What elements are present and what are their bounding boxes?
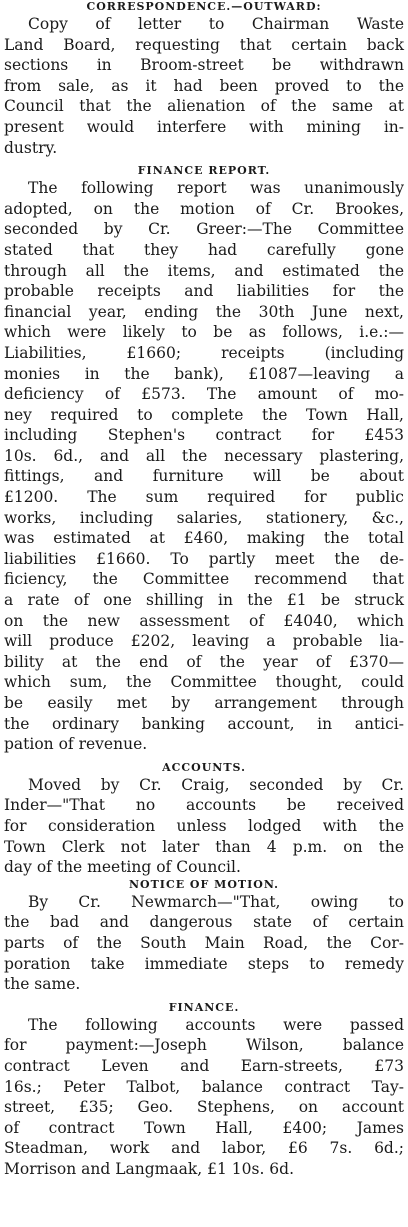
text-line: through all the items, and estimated the	[4, 261, 404, 280]
text-line: present would interfere with mining in-	[4, 117, 404, 136]
text-line: including Stephen's contract for £453	[4, 426, 404, 445]
text-line: on the new assessment of £4040, which	[4, 611, 404, 630]
text-line: parts of the South Main Road, the Cor-	[4, 933, 404, 952]
text-line: bility at the end of the year of £370—	[4, 652, 404, 671]
text-line: the bad and dangerous state of certain	[4, 913, 404, 932]
text-line: will produce £202, leaving a probable lia-	[4, 632, 404, 651]
text-line: Steadman, work and labor, £6 7s. 6d.;	[4, 1139, 404, 1158]
text-line: monies in the bank), £1087—leaving a	[4, 364, 404, 383]
section-heading: NOTICE OF MOTION.	[128, 877, 279, 891]
text-line: £1200. The sum required for public	[4, 488, 404, 507]
section-finance-report	[4, 164, 404, 755]
text-line: Moved by Cr. Craig, seconded by Cr.	[28, 775, 404, 794]
section-heading: FINANCE.	[168, 1000, 240, 1014]
text-line: The following report was unanimously	[28, 179, 404, 198]
section-accounts	[4, 761, 404, 878]
section-heading: FINANCE REPORT.	[137, 164, 271, 178]
text-line: Council that the alienation of the same at	[4, 97, 404, 116]
text-line: Inder—"That no accounts be received	[4, 796, 404, 815]
section-correspondence	[4, 0, 404, 158]
text-line: be easily met by arrangement through	[4, 694, 404, 712]
text-line: liabilities £1660. To partly meet the de-	[4, 549, 404, 568]
text-line: 10s. 6d., and all the necessary plastering,	[4, 446, 404, 465]
text-line: a rate of one shilling in the £1 be struck	[4, 591, 404, 610]
text-line: financial year, ending the 30th June next,	[4, 302, 404, 321]
text-line: for consideration unless lodged with the	[4, 816, 404, 835]
text-line: Morrison and Langmaak, £1 10s. 6d.	[4, 1159, 295, 1178]
text-line: 16s.; Peter Talbot, balance contract Tay-	[4, 1077, 404, 1096]
text-line: deficiency of £573. The amount of mo-	[4, 385, 404, 404]
section-finance	[4, 1001, 404, 1180]
text-line: probable receipts and liabilities for the	[4, 282, 404, 301]
section-heading: ACCOUNTS.	[162, 760, 246, 774]
text-line: seconded by Cr. Greer:—The Committee	[4, 220, 404, 239]
text-line: adopted, on the motion of Cr. Brookes,	[4, 199, 404, 218]
text-line: of contract Town Hall, £400; James	[4, 1118, 404, 1137]
text-line: day of the meeting of Council.	[4, 858, 241, 877]
text-line: ficiency, the Committee recommend that	[4, 570, 404, 589]
text-line: works, including salaries, stationery, &c.,	[4, 508, 404, 527]
text-line: dustry.	[4, 138, 58, 157]
section-notice-of-motion	[4, 878, 404, 995]
text-line: ney required to complete the Town Hall,	[4, 405, 404, 424]
text-line: fittings, and furniture will be about	[4, 467, 404, 486]
text-line: was estimated at £460, making the total	[4, 529, 404, 548]
text-line: By Cr. Newmarch—"That, owing to	[28, 892, 404, 911]
text-line: the ordinary banking account, in antici-	[4, 714, 404, 733]
text-line: Copy of letter to Chairman Waste	[28, 15, 404, 33]
text-line: which sum, the Committee thought, could	[4, 673, 404, 692]
section-heading: CORRESPONDENCE.—OUTWARD:	[86, 0, 322, 13]
text-line: contract Leven and Earn-streets, £73	[4, 1056, 404, 1075]
text-line: from sale, as it had been proved to the	[4, 76, 404, 95]
text-line: street, £35; Geo. Stephens, on account	[4, 1098, 404, 1117]
text-line: pation of revenue.	[4, 735, 148, 754]
text-line: the same.	[4, 975, 81, 994]
text-line: Town Clerk not later than 4 p.m. on the	[4, 837, 404, 856]
text-line: sections in Broom-street be withdrawn	[4, 56, 404, 75]
text-line: The following accounts were passed	[28, 1015, 404, 1034]
text-line: Liabilities, £1660; receipts (including	[4, 343, 404, 362]
text-line: which were likely to be as follows, i.e.:—	[4, 323, 404, 342]
text-line: for payment:—Joseph Wilson, balance	[4, 1036, 404, 1055]
text-line: poration take immediate steps to remedy	[4, 954, 404, 973]
text-line: Land Board, requesting that certain back	[4, 35, 404, 54]
text-line: stated that they had carefully gone	[4, 240, 404, 259]
